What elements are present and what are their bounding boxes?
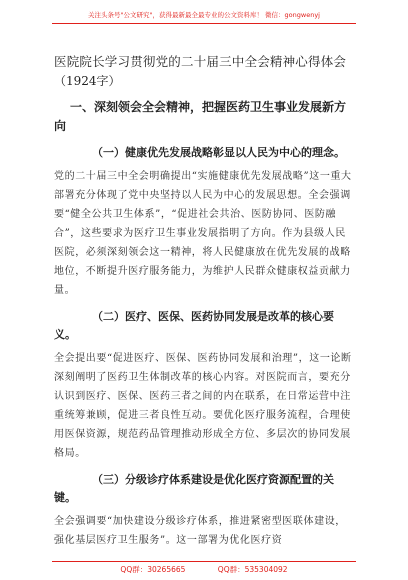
subsection-heading-3: （三）分级诊疗体系建设是优化医疗资源配置的关键。 (54, 473, 334, 504)
document-body (54, 52, 354, 550)
paragraph-3: 全会强调要“加快建设分级诊疗体系，推进紧密型医联体建设，强化基层医疗卫生服务”。这一部署为优化医疗资 (54, 516, 346, 546)
footer-qq-group-1: QQ群：30265665 (120, 565, 186, 574)
document-title: 医院院长学习贯彻党的二十届三中全会精神心得体会 (54, 54, 347, 69)
subsection-heading-1: （一）健康优先发展战略彰显以人民为中心的理念。 (92, 146, 345, 159)
word-count: （1924字） (54, 74, 121, 88)
footer-text (0, 564, 408, 575)
paragraph-2: 全会提出要“促进医疗、医保、医药协同发展和治理”，这一论断深刻阐明了医药卫生体制改革的核心内容。对医院而言，要充分认识到医疗、医保、医药三者之间的内在联系，在日常运营中注重统筹兼顾，促进三者良性互动。要优化医疗服务流程，合理使用医保资源，规范药品管理推动形成全方位、多层次的协同发展格局。 (54, 353, 352, 459)
banner-text: 关注头条号"公文研究"，获得最新最全最专业的公文资料库！ 微信：gongwenyj (88, 11, 320, 19)
section-heading-1: 一、深刻领会全会精神，把握医药卫生事业发展新方向 (54, 100, 347, 133)
footer-divider (52, 561, 356, 562)
paragraph-1: 党的二十届三中全会明确提出“实施健康优先发展战略”这一重大部署充分体现了党中央坚持以人民为中心的发展思想。全会强调要“健全公共卫生体系”，“促进社会共治、医防协同、医防融合”，这些要求为医疗卫生事业发展指明了方向。作为县级人民医院，必须深刻领会这一精神，将人民健康放在优先发展的战略地位，不断提升医疗服务能力，为维护人民群众健康权益贡献力量。 (54, 171, 352, 296)
footer-qq-group-2: QQ群：535304092 (217, 565, 288, 574)
subsection-heading-2: （二）医疗、医保、医药协同发展是改革的核心要义。 (54, 310, 334, 341)
banner-divider (52, 23, 356, 24)
